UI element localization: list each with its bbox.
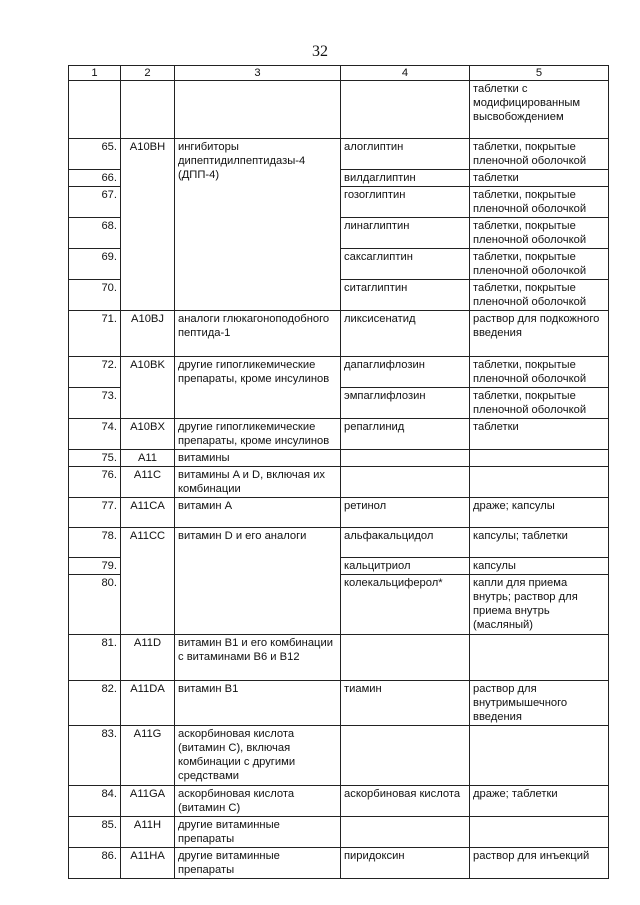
dosage-form: капсулы (470, 558, 609, 575)
column-header: 2 (121, 66, 175, 81)
table-row (69, 498, 609, 528)
dosage-form: таблетки (470, 419, 609, 450)
row-number: 78. (69, 528, 121, 558)
row-number: 65. (69, 139, 121, 170)
drug-name: репаглинид (341, 419, 470, 450)
table-row (69, 848, 609, 879)
dosage-form: таблетки (470, 170, 609, 187)
drug-name: ситаглиптин (341, 280, 470, 311)
dosage-form: капли для приема внутрь; раствор для приема внутрь (масляный) (470, 575, 609, 635)
atc-code: A10BX (121, 419, 175, 450)
atc-code: A11DA (121, 681, 175, 726)
row-number: 73. (69, 388, 121, 419)
dosage-form (470, 635, 609, 681)
drug-name (341, 635, 470, 681)
drug-name: линаглиптин (341, 218, 470, 249)
drug-name: ликсисенатид (341, 311, 470, 357)
atc-code: A11G (121, 726, 175, 786)
table-row (69, 726, 609, 786)
dosage-form (470, 467, 609, 498)
row-number: 81. (69, 635, 121, 681)
row-number: 77. (69, 498, 121, 528)
drug-name: пиридоксин (341, 848, 470, 879)
drug-name (341, 450, 470, 467)
dosage-form: драже; таблетки (470, 786, 609, 817)
row-number: 66. (69, 170, 121, 187)
atc-code (121, 81, 175, 139)
row-number: 71. (69, 311, 121, 357)
atc-group: витамин B1 (175, 681, 341, 726)
atc-group: витамин A (175, 498, 341, 528)
dosage-form (470, 817, 609, 848)
atc-code: A11CA (121, 498, 175, 528)
row-number: 84. (69, 786, 121, 817)
atc-group: аскорбиновая кислота (витамин C) (175, 786, 341, 817)
row-number: 83. (69, 726, 121, 786)
atc-group: ингибиторы дипептидилпептидазы-4 (ДПП-4) (175, 139, 341, 311)
drug-name: саксаглиптин (341, 249, 470, 280)
row-number (69, 81, 121, 139)
atc-code: A11H (121, 817, 175, 848)
drug-name (341, 81, 470, 139)
drug-name: аскорбиновая кислота (341, 786, 470, 817)
row-number: 75. (69, 450, 121, 467)
table-row (69, 817, 609, 848)
column-header: 1 (69, 66, 121, 81)
drug-name: гозоглиптин (341, 187, 470, 218)
table-header-row (69, 66, 609, 81)
atc-code: A11 (121, 450, 175, 467)
drug-name: тиамин (341, 681, 470, 726)
drug-name: алоглиптин (341, 139, 470, 170)
row-number: 70. (69, 280, 121, 311)
atc-group: другие витаминные препараты (175, 848, 341, 879)
atc-code: A11CC (121, 528, 175, 635)
row-number: 68. (69, 218, 121, 249)
table-row (69, 528, 609, 558)
drug-name: ретинол (341, 498, 470, 528)
atc-group: аскорбиновая кислота (витамин C), включая комбинации с другими средствами (175, 726, 341, 786)
table-row (69, 681, 609, 726)
dosage-form (470, 450, 609, 467)
page-number: 32 (312, 43, 328, 60)
table-row (69, 467, 609, 498)
row-number: 85. (69, 817, 121, 848)
row-number: 69. (69, 249, 121, 280)
drug-list-table (68, 65, 609, 879)
table-row (69, 450, 609, 467)
drug-name: колекальциферол* (341, 575, 470, 635)
dosage-form: таблетки, покрытые пленочной оболочкой (470, 249, 609, 280)
atc-code: A11D (121, 635, 175, 681)
dosage-form: раствор для подкожного введения (470, 311, 609, 357)
table-row (69, 419, 609, 450)
dosage-form: драже; капсулы (470, 498, 609, 528)
atc-group: другие гипогликемические препараты, кроме инсулинов (175, 357, 341, 419)
dosage-form: таблетки, покрытые пленочной оболочкой (470, 187, 609, 218)
row-number: 80. (69, 575, 121, 635)
dosage-form: раствор для инъекций (470, 848, 609, 879)
dosage-form: таблетки с модифицированным высвобождением (470, 81, 609, 139)
column-header: 4 (341, 66, 470, 81)
atc-code: A11GA (121, 786, 175, 817)
dosage-form: таблетки, покрытые пленочной оболочкой (470, 280, 609, 311)
drug-name (341, 726, 470, 786)
table-row (69, 357, 609, 388)
table-row (69, 786, 609, 817)
atc-code: A11HA (121, 848, 175, 879)
atc-group: витамин B1 и его комбинации с витаминами B6 и B12 (175, 635, 341, 681)
drug-name (341, 817, 470, 848)
atc-group: другие гипогликемические препараты, кроме инсулинов (175, 419, 341, 450)
column-header: 5 (470, 66, 609, 81)
atc-group: аналоги глюкагоноподобного пептида-1 (175, 311, 341, 357)
dosage-form: капсулы; таблетки (470, 528, 609, 558)
dosage-form: раствор для внутримышечного введения (470, 681, 609, 726)
row-number: 67. (69, 187, 121, 218)
atc-group: витамины (175, 450, 341, 467)
row-number: 79. (69, 558, 121, 575)
drug-name (341, 467, 470, 498)
row-number: 74. (69, 419, 121, 450)
table-row (69, 311, 609, 357)
atc-group: витамины A и D, включая их комбинации (175, 467, 341, 498)
atc-code: A10BJ (121, 311, 175, 357)
atc-code: A10BH (121, 139, 175, 311)
dosage-form: таблетки, покрытые пленочной оболочкой (470, 218, 609, 249)
atc-code: A11C (121, 467, 175, 498)
row-number: 76. (69, 467, 121, 498)
table-row (69, 139, 609, 170)
atc-group: другие витаминные препараты (175, 817, 341, 848)
drug-name: кальцитриол (341, 558, 470, 575)
drug-name: альфакальцидол (341, 528, 470, 558)
atc-group: витамин D и его аналоги (175, 528, 341, 635)
atc-code: A10BK (121, 357, 175, 419)
row-number: 82. (69, 681, 121, 726)
dosage-form: таблетки, покрытые пленочной оболочкой (470, 357, 609, 388)
table-row (69, 635, 609, 681)
drug-name: вилдаглиптин (341, 170, 470, 187)
drug-name: эмпаглифлозин (341, 388, 470, 419)
row-number: 86. (69, 848, 121, 879)
drug-name: дапаглифлозин (341, 357, 470, 388)
table-row (69, 81, 609, 139)
dosage-form (470, 726, 609, 786)
dosage-form: таблетки, покрытые пленочной оболочкой (470, 139, 609, 170)
atc-group (175, 81, 341, 139)
row-number: 72. (69, 357, 121, 388)
dosage-form: таблетки, покрытые пленочной оболочкой (470, 388, 609, 419)
column-header: 3 (175, 66, 341, 81)
